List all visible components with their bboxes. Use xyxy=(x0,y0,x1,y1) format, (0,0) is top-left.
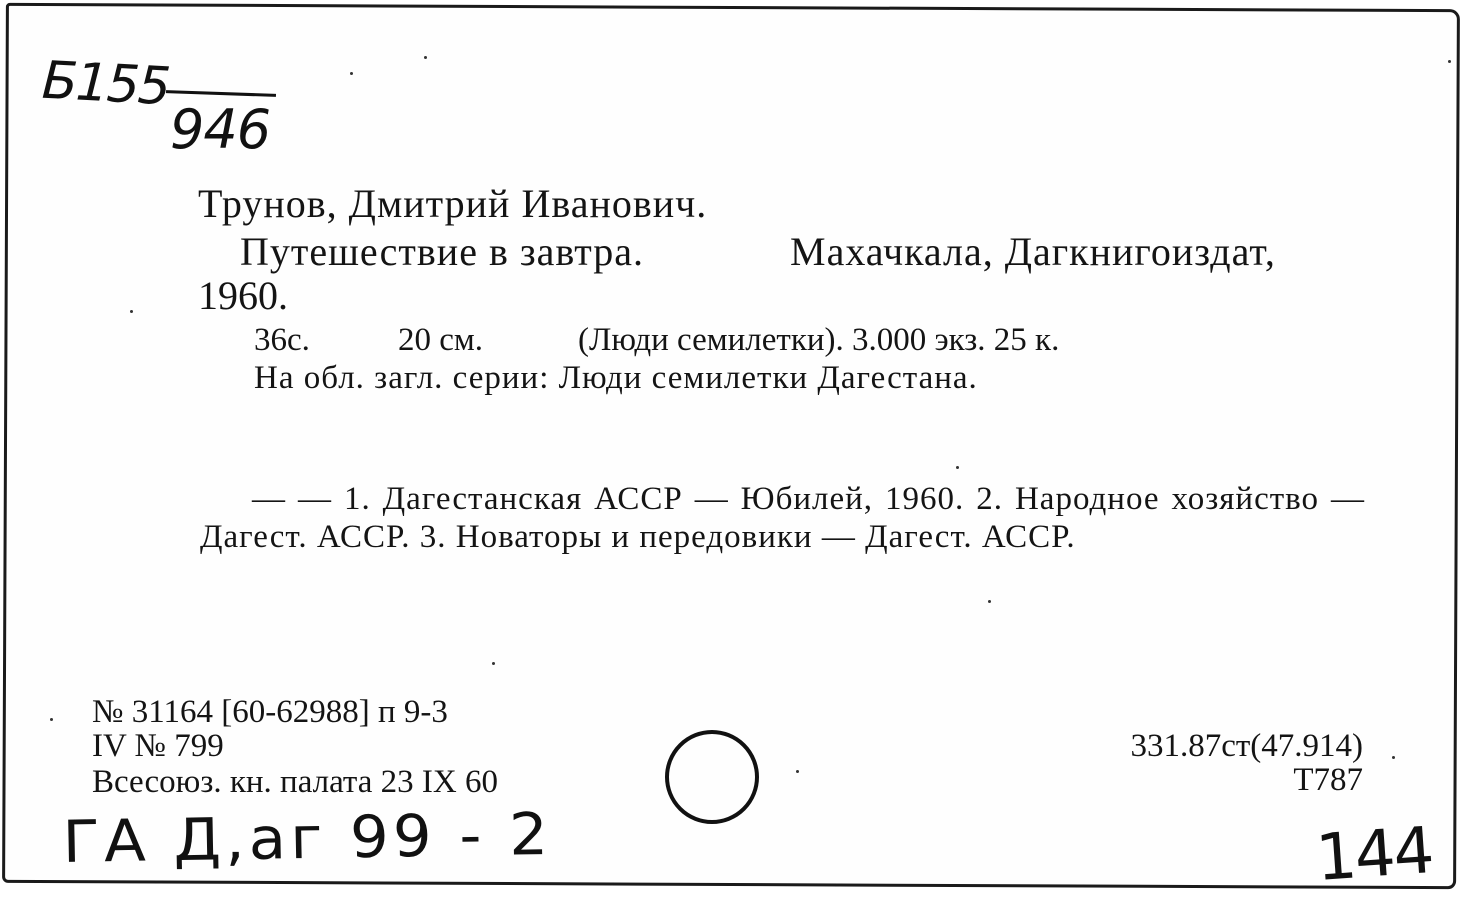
subject-headings xyxy=(200,480,1365,556)
handwritten-number: 144 xyxy=(1313,814,1435,896)
speck xyxy=(1448,60,1451,63)
registration-number: № 31164 [60-62988] п 9-3 xyxy=(92,694,448,730)
speck xyxy=(50,718,53,721)
series-and-print-run: (Люди семилетки). 3.000 экз. 25 к. xyxy=(578,322,1060,358)
subject-headings-text: — — 1. Дагестанская АССР — Юбилей, 1960. 2. Народное хозяйство — Дагест. АССР. 3. Новаторы и передовики — Дагест. АССР. xyxy=(200,481,1365,555)
author-heading: Трунов, Дмитрий Иванович. xyxy=(198,181,708,226)
book-size: 20 см. xyxy=(398,322,484,358)
registration-series: IV № 799 xyxy=(92,728,224,764)
book-title: Путешествие в завтра. xyxy=(240,229,645,274)
speck xyxy=(130,310,133,313)
speck xyxy=(956,466,959,469)
speck xyxy=(350,72,353,75)
circle-stamp xyxy=(665,730,759,824)
publisher-imprint: Махачкала, Дагкнигоиздат, xyxy=(790,229,1276,274)
speck xyxy=(796,770,799,773)
classification-code: 331.87ст(47.914) xyxy=(1130,728,1363,764)
registration-chamber: Всесоюз. кн. палата 23 IX 60 xyxy=(92,764,498,800)
shelfmark-bottom: 946 xyxy=(170,98,271,161)
shelfmark-top: Б155 xyxy=(40,50,171,118)
cover-note: На обл. загл. серии: Люди семилетки Дагестана. xyxy=(254,360,978,396)
speck xyxy=(1392,756,1395,759)
speck xyxy=(424,56,427,59)
speck xyxy=(492,662,495,665)
author-mark: Т787 xyxy=(1293,762,1363,798)
page-count: 36с. xyxy=(254,322,310,358)
speck xyxy=(988,600,991,603)
handwritten-location: ГА Д,аг 99 - 2 xyxy=(62,799,553,876)
publication-year: 1960. xyxy=(198,273,288,318)
